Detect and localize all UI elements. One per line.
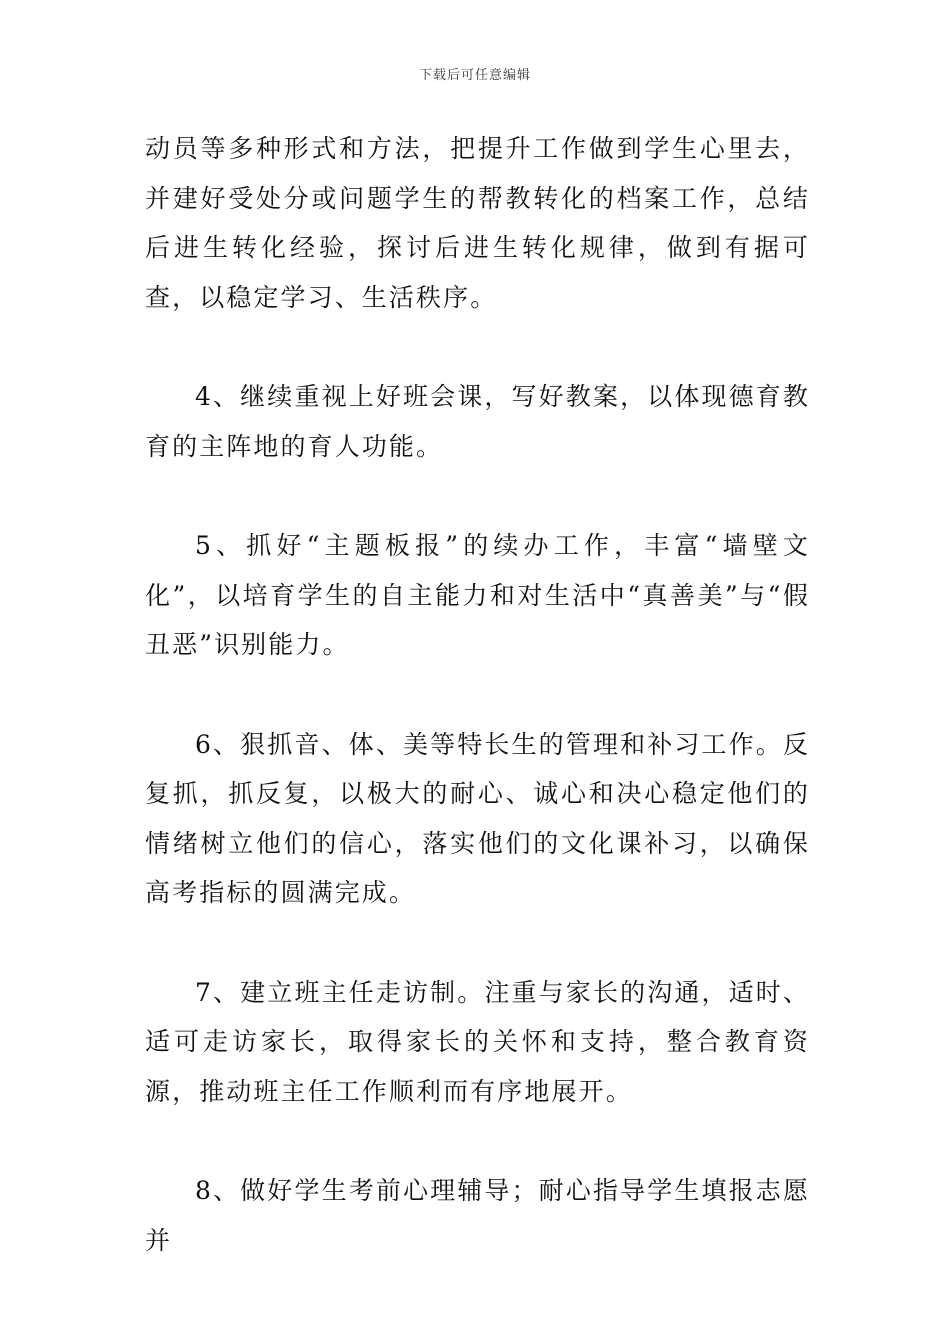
document-body (145, 124, 810, 1315)
paragraph-continuation: 动员等多种形式和方法，把提升工作做到学生心里去，并建好受处分或问题学生的帮教转化的档案工作，总结后进生转化经验，探讨后进生转化规律，做到有据可查，以稳定学习、生活秩序。 (145, 134, 810, 312)
page-header: 下载后可任意编辑 (418, 68, 531, 83)
paragraph-item-4: 4、继续重视上好班会课，写好教案，以体现德育教育的主阵地的育人功能。 (145, 382, 810, 461)
paragraph-item-7: 7、建立班主任走访制。注重与家长的沟通，适时、适可走访家长，取得家长的关怀和支持，整合教育资源，推动班主任工作顺利而有序地展开。 (145, 977, 810, 1106)
paragraph-item-8: 8、做好学生考前心理辅导；耐心指导学生填报志愿并 (145, 1176, 810, 1255)
paragraph-item-6: 6、狠抓音、体、美等特长生的管理和补习工作。反复抓，抓反复，以极大的耐心、诚心和决心稳定他们的情绪树立他们的信心，落实他们的文化课补习，以确保高考指标的圆满完成。 (145, 729, 810, 907)
paragraph-item-5: 5、抓好“主题板报”的续办工作，丰富“墙壁文化”，以培育学生的自主能力和对生活中“真善美”与“假丑恶”识别能力。 (145, 531, 810, 659)
